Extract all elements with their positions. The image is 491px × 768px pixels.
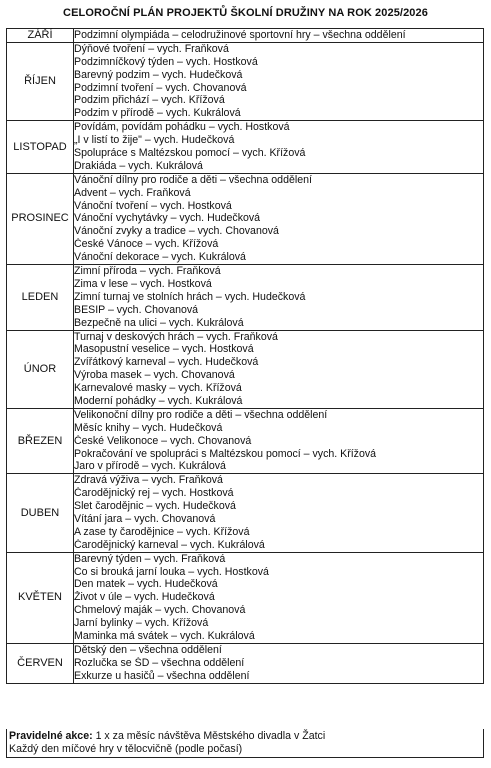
activity-item: Maminka má svátek – vych. Kukrálová bbox=[74, 629, 255, 642]
activity-item: Exkurze u hasičů – všechna oddělení bbox=[74, 669, 250, 682]
activity-item: Čarodějnický karneval – vych. Kukrálová bbox=[74, 538, 265, 551]
activity-item: Zvířátkový karneval – vych. Hudečková bbox=[74, 356, 259, 369]
activity-item: Spolupráce s Maltézskou pomocí – vych. Křížová bbox=[74, 147, 306, 160]
month-activities bbox=[74, 29, 484, 43]
regular-events bbox=[6, 729, 484, 758]
activity-item: Advent – vych. Fraňková bbox=[74, 186, 191, 199]
month-activities bbox=[74, 42, 484, 120]
month-name: ČERVEN bbox=[7, 643, 74, 683]
month-name: DUBEN bbox=[7, 474, 74, 552]
regular-events-label: Pravidelné akce: bbox=[9, 730, 93, 742]
activity-item: České Velikonoce – vych. Chovanová bbox=[74, 434, 252, 447]
month-row bbox=[7, 265, 484, 330]
activity-item: Výroba masek – vych. Chovanová bbox=[74, 369, 235, 382]
month-name: KVĚTEN bbox=[7, 552, 74, 643]
month-activities bbox=[74, 474, 484, 552]
activity-item: Chmelový maják – vych. Chovanová bbox=[74, 604, 246, 617]
month-activities bbox=[74, 265, 484, 330]
activity-item: Vánoční vychytávky – vych. Hudečková bbox=[74, 212, 261, 225]
activity-item: Vánoční tvoření – vych. Hostková bbox=[74, 199, 232, 212]
month-row bbox=[7, 408, 484, 473]
activity-item: Povídám, povídám pohádku – vych. Hostková bbox=[74, 121, 290, 134]
month-activities bbox=[74, 121, 484, 174]
activity-item: A zase ty čarodějnice – vych. Křížová bbox=[74, 525, 250, 538]
activity-item: Moderní pohádky – vych. Kukrálová bbox=[74, 394, 243, 407]
activity-item: Slet čarodějnic – vych. Hudečková bbox=[74, 500, 236, 513]
month-row bbox=[7, 173, 484, 264]
activity-item: Vánoční zvyky a tradice – vych. Chovanová bbox=[74, 225, 279, 238]
activity-item: Jarní bylinky – vych. Křížová bbox=[74, 617, 209, 630]
regular-events-line-2: Každý den míčové hry v tělocvičně (podle počasí) bbox=[9, 743, 243, 755]
activity-item: Barevný podzim – vych. Hudečková bbox=[74, 68, 243, 81]
month-name: BŘEZEN bbox=[7, 408, 74, 473]
month-row bbox=[7, 42, 484, 120]
month-activities bbox=[74, 552, 484, 643]
month-activities bbox=[74, 643, 484, 683]
regular-events-line-1 bbox=[9, 730, 483, 743]
month-name: ŘÍJEN bbox=[7, 42, 74, 120]
month-row bbox=[7, 643, 484, 683]
activity-item: BESIP – vych. Chovanová bbox=[74, 303, 199, 316]
activity-item: Jaro v přírodě – vych. Kukrálová bbox=[74, 460, 226, 473]
activity-item: Vítání jara – vych. Chovanová bbox=[74, 512, 216, 525]
month-activities bbox=[74, 408, 484, 473]
month-name: LISTOPAD bbox=[7, 121, 74, 174]
activity-item: Den matek – vych. Hudečková bbox=[74, 578, 218, 591]
activity-item: Zimní turnaj ve stolních hrách – vych. Hudečková bbox=[74, 290, 306, 303]
plan-table-body bbox=[7, 29, 484, 684]
regular-events-theatre: 1 x za měsíc návštěva Městského divadla v Žatci bbox=[92, 730, 326, 742]
page-title: CELOROČNÍ PLÁN PROJEKTŮ ŠKOLNÍ DRUŽINY NA ROK 2025/2026 bbox=[63, 7, 428, 19]
activity-item: Čarodějnický rej – vych. Hostková bbox=[74, 487, 234, 500]
activity-item: Karnevalové masky – vych. Křížová bbox=[74, 382, 242, 395]
activity-item: Vánoční dílny pro rodiče a děti – všechna oddělení bbox=[74, 173, 312, 186]
activity-item: Podzimníčkový týden – vych. Hostková bbox=[74, 55, 258, 68]
activity-item: Drakiáda – vych. Kukrálová bbox=[74, 159, 203, 172]
activity-item: Pokračování ve spolupráci s Maltézskou pomocí – vych. Křížová bbox=[74, 447, 377, 460]
activity-item: Turnaj v deskových hrách – vych. Fraňková bbox=[74, 330, 278, 343]
month-row bbox=[7, 330, 484, 408]
activity-item: Vánoční dekorace – vych. Kukrálová bbox=[74, 251, 246, 264]
month-activities bbox=[74, 173, 484, 264]
month-row bbox=[7, 552, 484, 643]
activity-item: Zimní příroda – vych. Fraňková bbox=[74, 265, 221, 278]
activity-item: Co si brouká jarní louka – vych. Hostková bbox=[74, 565, 269, 578]
activity-item: Rozlučka se ŠD – všechna oddělení bbox=[74, 656, 245, 669]
month-name: PROSINEC bbox=[7, 173, 74, 264]
month-name: LEDEN bbox=[7, 265, 74, 330]
activity-item: Měsíc knihy – vych. Hudečková bbox=[74, 421, 223, 434]
activity-item: Podzim v přírodě – vych. Kukrálová bbox=[74, 107, 241, 120]
activity-item: Velikonoční dílny pro rodiče a děti – všechna oddělení bbox=[74, 408, 328, 421]
month-activities bbox=[74, 330, 484, 408]
activity-item: Podzimní tvoření – vych. Chovanová bbox=[74, 81, 247, 94]
activity-item: Masopustní veselice – vych. Hostková bbox=[74, 343, 254, 356]
activity-item: Podzim přichází – vych. Křížová bbox=[74, 94, 225, 107]
month-row bbox=[7, 29, 484, 43]
month-name: ZÁŘÍ bbox=[7, 29, 74, 43]
activity-item: Zdravá výživa – vych. Fraňková bbox=[74, 474, 223, 487]
month-name: ÚNOR bbox=[7, 330, 74, 408]
activity-item: „I v listí to žije" – vych. Hudečková bbox=[74, 134, 235, 147]
activity-item: Život v úle – vych. Hudečková bbox=[74, 591, 215, 604]
activity-item: Zima v lese – vych. Hostková bbox=[74, 277, 212, 290]
activity-item: Bezpečně na ulici – vych. Kukrálová bbox=[74, 316, 244, 329]
activity-item: České Vánoce – vych. Křížová bbox=[74, 238, 219, 251]
activity-item: Podzimní olympiáda – celodružinové sportovní hry – všechna oddělení bbox=[74, 29, 406, 41]
activity-item: Barevný týden – vych. Fraňková bbox=[74, 552, 226, 565]
activity-item: Dýňové tvoření – vych. Fraňková bbox=[74, 42, 229, 55]
month-row bbox=[7, 474, 484, 552]
plan-table bbox=[6, 28, 484, 684]
month-row bbox=[7, 121, 484, 174]
activity-item: Dětský den – všechna oddělení bbox=[74, 643, 222, 656]
